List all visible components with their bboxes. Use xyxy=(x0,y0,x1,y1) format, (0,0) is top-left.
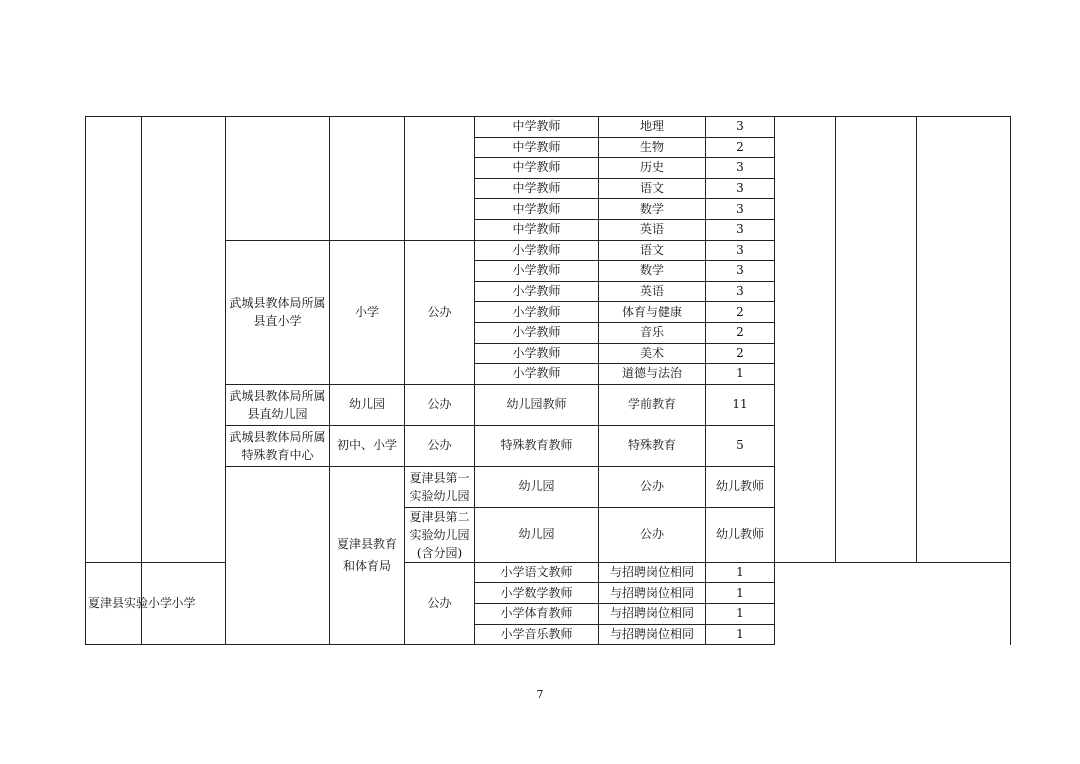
subject-cell: 生物 xyxy=(599,137,706,158)
contact-cell xyxy=(775,117,836,563)
subject-cell: 特殊教育 xyxy=(599,425,706,466)
post-cell: 幼儿教师 xyxy=(706,466,775,507)
post-cell: 小学音乐教师 xyxy=(475,624,599,645)
index-cell xyxy=(226,466,330,644)
unit-cell: 夏津县第二实验幼儿园(含分园) xyxy=(405,507,475,562)
recruitment-table xyxy=(85,116,1011,645)
post-cell: 中学教师 xyxy=(475,158,599,179)
subject-cell: 与招聘岗位相同 xyxy=(599,603,706,624)
post-cell: 小学体育教师 xyxy=(475,603,599,624)
count-cell: 3 xyxy=(706,219,775,240)
post-cell: 小学教师 xyxy=(475,364,599,385)
count-cell: 1 xyxy=(706,603,775,624)
count-cell: 1 xyxy=(706,562,775,583)
level-cell: 小学 xyxy=(142,562,226,644)
unit-cell: 武城县教体局所属县直小学 xyxy=(226,240,330,384)
unit-cell: 武城县教体局所属特殊教育中心 xyxy=(226,425,330,466)
count-cell: 2 xyxy=(706,343,775,364)
subject-cell: 地理 xyxy=(599,117,706,138)
subject-cell: 数学 xyxy=(599,199,706,220)
count-cell: 3 xyxy=(706,158,775,179)
unit-cell: 夏津县实验小学 xyxy=(86,562,142,644)
subject-cell: 英语 xyxy=(599,219,706,240)
count-cell: 3 xyxy=(706,199,775,220)
count-cell: 3 xyxy=(706,261,775,282)
subject-cell: 英语 xyxy=(599,281,706,302)
count-cell: 3 xyxy=(706,178,775,199)
count-cell: 2 xyxy=(706,137,775,158)
subject-cell: 语文 xyxy=(599,240,706,261)
unit-cell: 武城县教体局所属县直幼儿园 xyxy=(226,384,330,425)
count-cell: 5 xyxy=(706,425,775,466)
count-cell: 2 xyxy=(706,302,775,323)
count-cell: 11 xyxy=(706,384,775,425)
subject-cell: 音乐 xyxy=(599,322,706,343)
post-cell: 小学数学教师 xyxy=(475,583,599,604)
subject-cell: 道德与法治 xyxy=(599,364,706,385)
table-row xyxy=(86,562,1011,583)
post-cell: 小学教师 xyxy=(475,240,599,261)
count-cell: 3 xyxy=(706,240,775,261)
subject-cell: 历史 xyxy=(599,158,706,179)
unit-cell xyxy=(226,117,330,241)
post-cell: 特殊教育教师 xyxy=(475,425,599,466)
post-cell: 中学教师 xyxy=(475,199,599,220)
post-cell: 中学教师 xyxy=(475,117,599,138)
subject-cell: 与招聘岗位相同 xyxy=(599,624,706,645)
nature-cell: 公办 xyxy=(405,384,475,425)
post-cell: 小学教师 xyxy=(475,281,599,302)
nature-cell: 公办 xyxy=(405,240,475,384)
nature-cell: 公办 xyxy=(599,507,706,562)
subject-cell: 美术 xyxy=(599,343,706,364)
post-cell: 小学教师 xyxy=(475,343,599,364)
post-cell: 小学教师 xyxy=(475,261,599,282)
post-cell: 幼儿教师 xyxy=(706,507,775,562)
subject-cell: 数学 xyxy=(599,261,706,282)
subject-cell: 语文 xyxy=(599,178,706,199)
level-cell: 幼儿园 xyxy=(330,384,405,425)
post-cell: 小学语文教师 xyxy=(475,562,599,583)
dept-cell: 夏津县教育和体育局 xyxy=(330,466,405,644)
post-cell: 中学教师 xyxy=(475,219,599,240)
page-number: 7 xyxy=(536,688,544,701)
count-cell: 3 xyxy=(706,117,775,138)
subject-cell: 体育与健康 xyxy=(599,302,706,323)
nature-cell: 公办 xyxy=(599,466,706,507)
level-cell: 小学 xyxy=(330,240,405,384)
subject-cell: 与招聘岗位相同 xyxy=(599,583,706,604)
post-cell: 中学教师 xyxy=(475,137,599,158)
count-cell: 1 xyxy=(706,364,775,385)
table-row xyxy=(86,117,1011,138)
subject-cell: 学前教育 xyxy=(599,384,706,425)
unit-cell: 夏津县第一实验幼儿园 xyxy=(405,466,475,507)
subject-cell: 与招聘岗位相同 xyxy=(599,562,706,583)
post-cell: 小学教师 xyxy=(475,302,599,323)
post-cell: 中学教师 xyxy=(475,178,599,199)
nature-cell: 公办 xyxy=(405,562,475,644)
count-cell: 1 xyxy=(706,583,775,604)
level-cell: 幼儿园 xyxy=(475,466,599,507)
count-cell: 2 xyxy=(706,322,775,343)
post-cell: 小学教师 xyxy=(475,322,599,343)
level-cell: 初中、小学 xyxy=(330,425,405,466)
nature-cell xyxy=(405,117,475,241)
index-cell xyxy=(86,117,142,563)
phone-cell xyxy=(836,117,917,563)
nature-cell: 公办 xyxy=(405,425,475,466)
dept-cell xyxy=(142,117,226,563)
post-cell: 幼儿园教师 xyxy=(475,384,599,425)
level-cell xyxy=(330,117,405,241)
email-cell xyxy=(917,117,1011,563)
count-cell: 1 xyxy=(706,624,775,645)
count-cell: 3 xyxy=(706,281,775,302)
level-cell: 幼儿园 xyxy=(475,507,599,562)
